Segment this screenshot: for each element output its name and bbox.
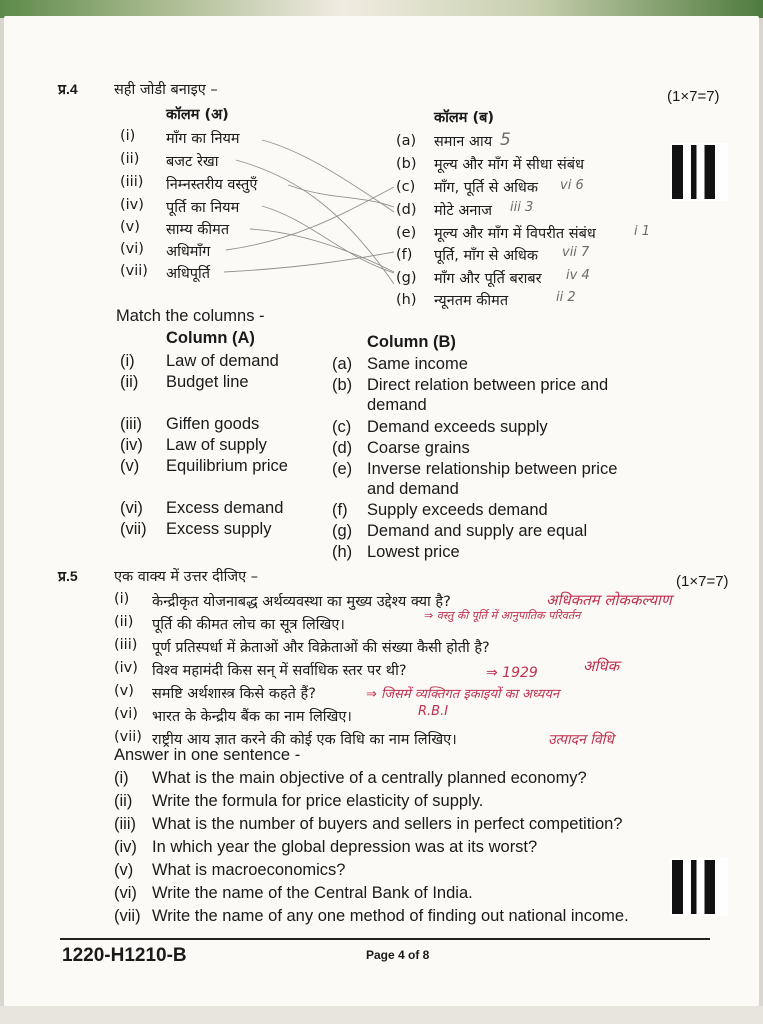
q4-en-b-text: Coarse grains: [367, 439, 470, 457]
handwritten-mark: i 1: [634, 224, 651, 239]
handwritten-answer: ⇒ 1929: [486, 665, 538, 681]
q4-hi-a-text: बजट रेखा: [166, 154, 219, 170]
footer-divider: [60, 938, 710, 940]
q4-marks: (1×7=7): [667, 88, 720, 105]
q4-hi-b-num: (g): [396, 270, 417, 286]
handwritten-answer: ⇒ वस्तु की पूर्ति में आनुपातिक परिवर्तन: [424, 609, 581, 622]
q4-en-b-num: (b): [332, 376, 353, 394]
q4-en-b-text: Same income: [367, 355, 468, 373]
q5-marks: (1×7=7): [676, 573, 729, 590]
q4-hi-a-text: माँग का नियम: [166, 131, 240, 147]
q4-hi-b-num: (c): [396, 179, 416, 195]
q5-hi-num: (vi): [114, 706, 138, 722]
q4-hi-a-text: अधिपूर्ति: [166, 266, 211, 282]
q4-en-b-num: (h): [332, 543, 353, 561]
q4-en-b-num: (a): [332, 355, 353, 373]
q4-en-b-text-cont: demand: [367, 396, 427, 414]
q5-en-num: (vii): [114, 907, 141, 925]
handwritten-matching-lines: [0, 0, 763, 330]
q4-en-a-text: Excess demand: [166, 499, 284, 517]
q4-hi-b-text: माँग, पूर्ति से अधिक: [434, 180, 538, 196]
q5-hi-num: (vii): [114, 729, 142, 745]
q5-en-num: (v): [114, 861, 134, 879]
q4-title-english: Match the columns -: [116, 307, 265, 325]
q4-hi-b-text: समान आय: [434, 134, 493, 150]
q4-en-b-text: Inverse relationship between price: [367, 460, 618, 478]
q5-en-text: Write the name of any one method of finding out national income.: [152, 907, 629, 925]
q4-column-b-heading-hindi: कॉलम (ब): [434, 110, 494, 126]
q4-en-b-num: (c): [332, 418, 352, 436]
q4-title-hindi: सही जोडी बनाइए –: [114, 82, 218, 98]
handwritten-answer: अधिकतम लोककल्याण: [546, 591, 672, 609]
q5-hi-text: समष्टि अर्थशास्त्र किसे कहते हैं?: [152, 686, 316, 702]
q4-en-a-num: (iii): [120, 415, 142, 433]
q4-hi-b-num: (e): [396, 225, 417, 241]
q4-hi-b-text: न्यूनतम कीमत: [434, 293, 509, 309]
handwritten-mark: ii 2: [556, 290, 576, 305]
q4-hi-a-num: (iii): [120, 174, 144, 190]
q5-hi-num: (ii): [114, 614, 134, 630]
q4-hi-a-text: पूर्ति का नियम: [166, 200, 240, 216]
q5-title-hindi: एक वाक्य में उत्तर दीजिए –: [114, 569, 258, 585]
q4-hi-a-num: (vi): [120, 241, 144, 257]
bottom-background-strip: [0, 1006, 763, 1024]
q4-en-a-num: (ii): [120, 373, 139, 391]
q4-hi-b-num: (f): [396, 247, 413, 263]
handwritten-answer: अधिक: [583, 657, 620, 675]
q4-en-a-num: (vii): [120, 520, 147, 538]
q5-en-num: (ii): [114, 792, 133, 810]
q4-hi-a-text: साम्य कीमत: [166, 222, 230, 238]
q4-hi-b-num: (a): [396, 133, 417, 149]
q4-hi-a-num: (iv): [120, 197, 144, 213]
q4-hi-b-text: मूल्य और माँग में सीधा संबंध: [434, 157, 585, 173]
q4-en-a-text: Excess supply: [166, 520, 272, 538]
q5-en-text: In which year the global depression was at its worst?: [152, 838, 538, 856]
q4-en-b-num: (g): [332, 522, 353, 540]
q5-hi-text: विश्व महामंदी किस सन् में सर्वाधिक स्तर पर थी?: [152, 663, 407, 679]
q4-en-b-num: (f): [332, 501, 348, 519]
q4-en-b-text: Direct relation between price and: [367, 376, 609, 394]
q4-hi-a-text: अधिमाँग: [166, 244, 211, 260]
q5-hi-text: केन्द्रीकृत योजनाबद्ध अर्थव्यवस्था का मुख्य उद्देश्य क्या है?: [152, 594, 451, 610]
q5-en-text: What is macroeconomics?: [152, 861, 346, 879]
q5-en-num: (vi): [114, 884, 137, 902]
q5-en-text: Write the formula for price elasticity of supply.: [152, 792, 484, 810]
q4-en-b-num: (d): [332, 439, 353, 457]
q4-en-a-num: (v): [120, 457, 140, 475]
handwritten-answer: ⇒ जिसमें व्यक्तिगत इकाइयों का अध्ययन: [366, 687, 560, 702]
q4-hi-a-text: निम्नस्तरीय वस्तुएँ: [166, 177, 258, 193]
q4-hi-a-num: (i): [120, 128, 136, 144]
q5-en-num: (i): [114, 769, 129, 787]
handwritten-answer: उत्पादन विधि: [548, 732, 614, 748]
q4-column-a-heading-english: Column (A): [166, 329, 255, 347]
handwritten-mark: iii 3: [510, 200, 534, 215]
q4-en-b-text: Demand exceeds supply: [367, 418, 548, 436]
q4-en-a-text: Law of supply: [166, 436, 267, 454]
q4-hi-b-text: पूर्ति, माँग से अधिक: [434, 248, 538, 264]
q4-en-b-text: Lowest price: [367, 543, 460, 561]
q4-en-a-text: Giffen goods: [166, 415, 260, 433]
handwritten-answer: R.B.I: [418, 704, 449, 719]
q4-en-b-text-cont: and demand: [367, 480, 459, 498]
q4-en-b-text: Demand and supply are equal: [367, 522, 588, 540]
q4-en-a-num: (vi): [120, 499, 143, 517]
q4-hi-a-num: (vii): [120, 263, 148, 279]
q5-hi-num: (v): [114, 683, 134, 699]
q4-hi-b-text: माँग और पूर्ति बराबर: [434, 271, 542, 287]
handwritten-mark: iv 4: [566, 268, 590, 283]
q5-hi-text: राष्ट्रीय आय ज्ञात करने की कोई एक विधि का नाम लिखिए।: [152, 732, 457, 748]
page-number: Page 4 of 8: [366, 948, 430, 962]
q4-column-a-heading-hindi: कॉलम (अ): [166, 107, 229, 123]
q5-en-text: Write the name of the Central Bank of India.: [152, 884, 473, 902]
q4-column-b-heading-english: Column (B): [367, 333, 456, 351]
q5-hi-num: (i): [114, 591, 130, 607]
qr-code-bottom: [672, 860, 726, 914]
q5-en-num: (iv): [114, 838, 137, 856]
q5-en-text: What is the main objective of a centrally planned economy?: [152, 769, 587, 787]
q4-hi-a-num: (v): [120, 219, 140, 235]
q5-hi-num: (iv): [114, 660, 138, 676]
q4-hi-b-num: (h): [396, 292, 417, 308]
q4-number: प्र.4: [58, 81, 78, 97]
q4-hi-b-num: (d): [396, 202, 417, 218]
q4-en-a-num: (i): [120, 352, 135, 370]
q4-hi-b-text: मूल्य और माँग में विपरीत संबंध: [434, 226, 596, 242]
q5-hi-text: भारत के केन्द्रीय बैंक का नाम लिखिए।: [152, 709, 352, 725]
q4-en-a-text: Equilibrium price: [166, 457, 288, 475]
q4-hi-b-text: मोटे अनाज: [434, 203, 492, 219]
q5-en-num: (iii): [114, 815, 136, 833]
q4-en-a-num: (iv): [120, 436, 143, 454]
q4-en-b-num: (e): [332, 460, 353, 478]
q5-en-text: What is the number of buyers and sellers in perfect competition?: [152, 815, 623, 833]
q5-title-english: Answer in one sentence -: [114, 746, 301, 764]
q5-hi-text: पूर्ति की कीमत लोच का सूत्र लिखिए।: [152, 617, 345, 633]
handwritten-mark: vi 6: [560, 178, 584, 193]
q4-en-a-text: Budget line: [166, 373, 249, 391]
handwritten-mark: vii 7: [562, 245, 590, 260]
q4-hi-a-num: (ii): [120, 151, 140, 167]
qr-code-top: [672, 145, 726, 199]
q4-en-b-text: Supply exceeds demand: [367, 501, 548, 519]
paper-code: 1220-H1210-B: [62, 945, 187, 966]
q4-en-a-text: Law of demand: [166, 352, 279, 370]
handwritten-mark: 5: [500, 130, 511, 150]
q5-hi-text: पूर्ण प्रतिस्पर्धा में क्रेताओं और विक्रेताओं की संख्या कैसी होती है?: [152, 640, 490, 656]
q5-number: प्र.5: [58, 568, 78, 584]
q4-hi-b-num: (b): [396, 156, 417, 172]
q5-hi-num: (iii): [114, 637, 138, 653]
